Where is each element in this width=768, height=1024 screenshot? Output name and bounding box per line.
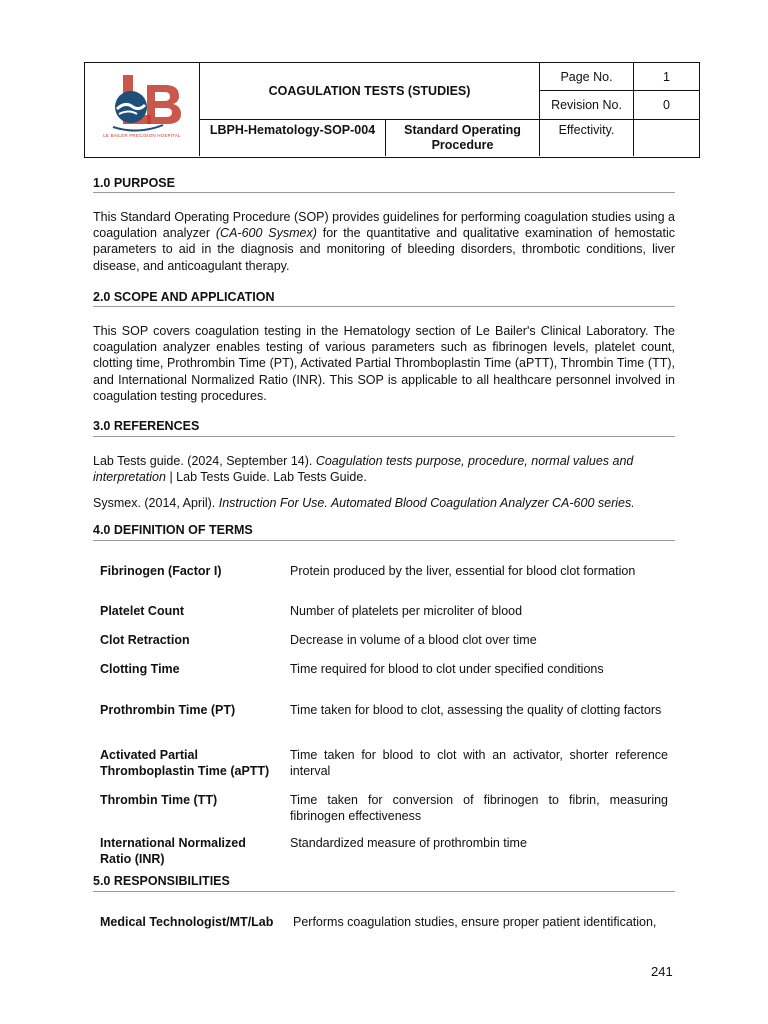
reference-item: Sysmex. (2014, April). Instruction For Use. Automated Blood Coagulation Analyzer CA-600 series. (93, 496, 635, 510)
term-clot-retraction: Clot Retraction (100, 633, 190, 647)
logo-text: LE BAILER PRECISION HOSPITAL (103, 133, 181, 138)
section-divider (93, 306, 675, 307)
definition-thrombin-time: Time taken for conversion of fibrinogen to fibrin, measuring fibrinogen effectiveness (290, 793, 668, 824)
scope-paragraph: This SOP covers coagulation testing in the Hematology section of Le Bailer's Clinical Laboratory. The coagulation analyzer enables testing of various parameters such as fibrinogen levels, platelet count, clotting time, Prothrombin Time (PT), Activated Partial Thromboplastin Time (aPTT), Thrombin Time (TT), and International Normalized Ratio (INR). This SOP is applicable to all healthcare personnel involved in coagulation testing procedures. (93, 324, 675, 403)
header-table (84, 62, 700, 158)
term-inr: International Normalized Ratio (INR) (100, 836, 246, 867)
section-divider (93, 540, 675, 541)
responsibility-role: Medical Technologist/MT/Lab (100, 915, 274, 929)
effectivity-value (634, 120, 699, 156)
section-title-purpose: 1.0 PURPOSE (93, 176, 175, 190)
section-divider (93, 192, 675, 193)
section-divider (93, 891, 675, 892)
definition-aptt: Time taken for blood to clot with an activator, shorter reference interval (290, 748, 668, 779)
definition-platelet-count: Number of platelets per microliter of blood (290, 604, 523, 618)
definition-clot-retraction: Decrease in volume of a blood clot over time (290, 633, 537, 647)
term-clotting-time: Clotting Time (100, 662, 180, 676)
responsibility-duty: Performs coagulation studies, ensure proper patient identification, (293, 915, 657, 929)
reference-item: Lab Tests guide. (2024, September 14). Coagulation tests purpose, procedure, normal values and interpretation | Lab Tests Guide. Lab Tests Guide. (93, 454, 634, 485)
section-title-references: 3.0 REFERENCES (93, 419, 200, 433)
term-platelet-count: Platelet Count (100, 604, 185, 618)
definition-fibrinogen: Protein produced by the liver, essential for blood clot formation (290, 564, 636, 578)
document-code: LBPH-Hematology-SOP-004 (209, 123, 376, 137)
purpose-paragraph: This Standard Operating Procedure (SOP) provides guidelines for performing coagulation studies using a coagulation analyzer (CA-600 Sysmex) for the quantitative and qualitative examination of hemostatic parameters to aid in the diagnosis and monitoring of bleeding disorders, thrombotic conditions, liver disease, and anticoagulant therapy. (93, 210, 675, 273)
page-no-value: 1 (663, 69, 670, 84)
hospital-logo (93, 69, 191, 149)
page-no-label: Page No. (560, 69, 613, 84)
definition-inr: Standardized measure of prothrombin time (290, 836, 527, 850)
term-thrombin-time: Thrombin Time (TT) (100, 793, 218, 807)
revision-label: Revision No. (551, 98, 622, 112)
term-aptt: Activated Partial Thromboplastin Time (aPTT) (100, 748, 270, 779)
section-divider (93, 436, 675, 437)
definition-clotting-time: Time required for blood to clot under specified conditions (290, 662, 604, 676)
section-title-responsibilities: 5.0 RESPONSIBILITIES (93, 874, 230, 888)
section-title-scope: 2.0 SCOPE AND APPLICATION (93, 290, 275, 304)
document-type: Standard Operating Procedure (404, 123, 521, 152)
page-number: 241 (651, 964, 673, 979)
effectivity-label: Effectivity. (558, 123, 615, 137)
definition-prothrombin-time: Time taken for blood to clot, assessing the quality of clotting factors (290, 703, 662, 717)
section-title-definitions: 4.0 DEFINITION OF TERMS (93, 523, 253, 537)
term-fibrinogen: Fibrinogen (Factor I) (100, 564, 222, 578)
term-prothrombin-time: Prothrombin Time (PT) (100, 703, 236, 717)
document-title: COAGULATION TESTS (STUDIES) (268, 84, 471, 98)
revision-value: 0 (663, 98, 670, 112)
